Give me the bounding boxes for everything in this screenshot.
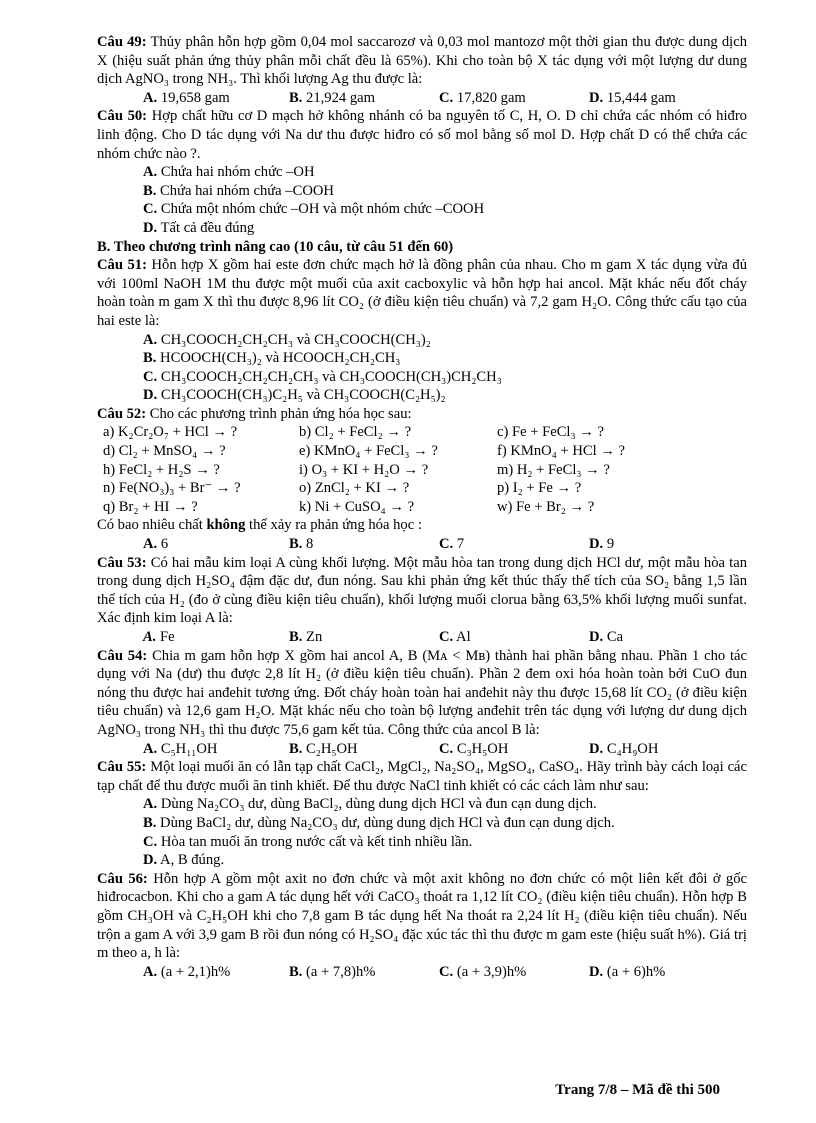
question-label: Câu 55: [97, 759, 147, 776]
reaction-item: e) KMnO₄ + FeCl₃ → ? [299, 443, 438, 460]
reaction-item: c) Fe + FeCl₃ → ? [497, 424, 604, 441]
option-b[interactable]: B. 21,924 gam [289, 89, 375, 106]
option-a[interactable]: A. CH₃COOCH₂CH₂CH₃ và CH₃COOCH(CH₃)₂ [143, 331, 431, 348]
question-text: Cho các phương trình phản ứng hóa học sau: [149, 405, 412, 422]
question-text: Có hai mẫu kim loại A cùng khối lượng. Một mẫu hòa tan trong dung dịch HCl dư, một mẫu hòa tan trong dung dịch H₂SO₄ đậm đặc dư, đun nóng. Sau khi phản ứng kết thúc thấy thể tích của SO₂ bằng 1,5 lần thể tích của H₂ (đo ở cùng điều kiện tiêu chuẩn), khối lượng muối clorua bằng 63,5% khối lượng muối sunfat. Xác định kim loại A là: [97, 554, 747, 627]
options-row [97, 740, 747, 759]
question-55 [97, 758, 747, 870]
option-d[interactable]: D. CH₃COOCH(CH₃)C₂H₅ và CH₃COOCH(C₂H₅)₂ [143, 387, 446, 404]
question-text: Hỗn hợp A gồm một axit no đơn chức và một axit không no đơn chức có một liên kết đôi ở gốc hiđrocacbon. Khi cho a gam A tác dụng hết với CaCO₃ thoát ra 1,12 lít CO₂ (điều kiện tiêu chuẩn). Hỗn hợp B gồm CH₃OH và C₂H₅OH khi cho 7,8 gam B tác dụng hết Na thoát ra 2,24 lít H₂ (điều kiện tiêu chuẩn). Nếu trộn a gam A với 3,9 gam B rồi đun nóng có H₂SO₄ đặc xúc tác thì thu được m gam este (hiệu suất h%). Giá trị m theo a, h là: [97, 870, 748, 962]
reaction-item: w) Fe + Br₂ → ? [497, 498, 595, 515]
reaction-item: h) FeCl₂ + H₂S → ? [103, 461, 220, 478]
option-a[interactable]: A. Chứa hai nhóm chức –OH [143, 164, 315, 181]
options-row [97, 628, 747, 647]
question-label: Câu 52: [97, 405, 147, 422]
question-text: Chia m gam hỗn hợp X gồm hai ancol A, B (Mᴀ < Mʙ) thành hai phần bằng nhau. Phần 1 cho tác dụng với Na (dư) thu được 2,8 lít H₂ (ở điều kiện tiêu chuẩn). Phần 2 đem oxi hóa hoàn toàn bởi CuO đun nóng thu được hai anđehit tương ứng. Đốt cháy hoàn toàn hai anđehit này thu được 15,68 lít CO₂ (ở điều kiện tiêu chuẩn) và 12,6 gam H₂O. Mặt khác nếu cho toàn bộ lượng anđehit trên tác dụng với lượng dư dung dịch AgNO₃ trong NH₃ thì thu được 75,6 gam kết tủa. Công thức của ancol B là: [97, 647, 748, 738]
question-51 [97, 256, 747, 405]
option-d[interactable]: D. A, B đúng. [143, 852, 225, 869]
option-d[interactable]: D. C₄H₉OH [589, 740, 659, 757]
option-c[interactable]: C. 7 [439, 536, 465, 553]
question-prompt: Có bao nhiêu chất không thể xảy ra phản ứng hóa học : [97, 517, 422, 534]
option-c[interactable]: C. CH₃COOCH₂CH₂CH₂CH₃ và CH₃COOCH(CH₃)CH₂CH₃ [143, 368, 502, 385]
reaction-item: i) O₃ + KI + H₂O → ? [299, 461, 429, 478]
question-56 [97, 870, 747, 982]
question-53 [97, 554, 747, 647]
reaction-item: f) KMnO₄ + HCl → ? [497, 443, 626, 460]
question-text: Hỗn hợp X gồm hai este đơn chức mạch hở là đồng phân của nhau. Cho m gam X tác dụng vừa đủ với 100ml NaOH 1M thu được một muối của axit cacboxylic và hỗn hợp hai ancol. Mặt khác nếu đốt cháy hoàn toàn m gam X thì thu được 8,96 lít CO₂ (ở điều kiện tiêu chuẩn) và 7,2 gam H₂O. Công thức cấu tạo của hai este là: [97, 257, 747, 329]
reaction-item: p) I₂ + Fe → ? [497, 480, 582, 497]
option-d[interactable]: D. 15,444 gam [589, 89, 676, 106]
question-label: Câu 49: [97, 34, 147, 50]
reaction-item: n) Fe(NO₃)₃ + Br⁻ → ? [103, 480, 241, 497]
page-footer: Trang 7/8 – Mã đề thi 500 [555, 1082, 720, 1098]
option-a[interactable]: A. 19,658 gam [143, 89, 230, 106]
question-54 [97, 647, 747, 759]
reaction-item: k) Ni + CuSO₄ → ? [299, 498, 415, 515]
option-b[interactable]: B. Zn [289, 629, 323, 645]
option-a[interactable]: A. 6 [143, 536, 169, 553]
option-b[interactable]: B. HCOOCH(CH₃)₂ và HCOOCH₂CH₂CH₃ [143, 350, 401, 367]
option-c[interactable]: C. Hòa tan muối ăn trong nước cất và kết tinh nhiều lần. [143, 833, 473, 850]
option-d[interactable]: D. 9 [589, 536, 615, 553]
exam-page [97, 0, 747, 981]
option-b[interactable]: B. Chứa hai nhóm chứa –COOH [143, 182, 334, 199]
reaction-item: b) Cl₂ + FeCl₂ → ? [299, 424, 412, 441]
option-d[interactable]: D. Tất cả đều đúng [143, 219, 255, 236]
option-c[interactable]: C. Al [439, 629, 471, 645]
option-b[interactable]: B. Dùng BaCl₂ dư, dùng Na₂CO₃ dư, dùng dung dịch HCl và đun cạn dung dịch. [143, 814, 615, 831]
option-c[interactable]: C. Chứa một nhóm chức –OH và một nhóm chức –COOH [143, 201, 485, 218]
option-c[interactable]: C. (a + 3,9)h% [439, 963, 527, 980]
reaction-row [97, 442, 747, 461]
question-text: Một loại muối ăn có lẫn tạp chất CaCl₂, MgCl₂, Na₂SO₄, MgSO₄, CaSO₄. Hãy trình bày cách loại các tạp chất để thu được muối ăn tinh khiết. Để thu được NaCl tinh khiết có các cách làm như sau: [97, 759, 748, 794]
section-heading: B. Theo chương trình nâng cao (10 câu, từ câu 51 đến 60) [97, 238, 454, 255]
option-c[interactable]: C. 17,820 gam [439, 89, 526, 106]
option-a[interactable]: A. (a + 2,1)h% [143, 963, 231, 980]
options-row [97, 535, 747, 554]
option-d[interactable]: D. (a + 6)h% [589, 963, 666, 980]
question-label: Câu 56: [97, 870, 148, 887]
reaction-item: m) H₂ + FeCl₃ → ? [497, 461, 610, 478]
question-label: Câu 53: [97, 554, 147, 571]
question-label: Câu 50: [97, 108, 148, 125]
option-a[interactable]: A. Fe [143, 629, 175, 645]
reaction-row [97, 423, 747, 442]
option-a[interactable]: A. Dùng Na₂CO₃ dư, dùng BaCl₂, dùng dung dịch HCl và đun cạn dung dịch. [143, 796, 597, 813]
reaction-row [97, 461, 747, 480]
option-b[interactable]: B. 8 [289, 536, 314, 553]
reaction-row [97, 479, 747, 498]
question-52 [97, 405, 747, 554]
options-row [97, 963, 747, 982]
question-label: Câu 51: [97, 257, 147, 274]
question-49 [97, 33, 747, 107]
reaction-row [97, 498, 747, 517]
option-d[interactable]: D. Ca [589, 629, 624, 645]
option-c[interactable]: C. C₃H₅OH [439, 740, 509, 757]
option-b[interactable]: B. C₂H₅OH [289, 740, 358, 757]
reaction-item: o) ZnCl₂ + KI → ? [299, 480, 410, 497]
reaction-item: a) K₂Cr₂O₇ + HCl → ? [103, 424, 238, 441]
reaction-item: q) Br₂ + HI → ? [103, 498, 198, 515]
reaction-item: d) Cl₂ + MnSO₄ → ? [103, 443, 226, 460]
options-row [97, 89, 747, 108]
question-text: Hợp chất hữu cơ D mạch hở không nhánh có ba nguyên tố C, H, O. D chỉ chứa các nhóm có hiđro linh động. Cho D tác dụng với Na dư thu được hiđro có số mol bằng số mol D. Hợp chất D có thể chứa các nhóm chức nào ?. [97, 108, 747, 162]
question-50 [97, 107, 747, 237]
question-label: Câu 54: [97, 647, 148, 664]
question-text: Thủy phân hỗn hợp gồm 0,04 mol saccarozơ và 0,03 mol mantozơ một thời gian thu được dung dịch X (hiệu suất phản ứng thủy phân mỗi chất đều là 65%). Khi cho toàn bộ X tác dụng với một lượng dư dung dịch AgNO₃ trong NH₃. Thì khối lượng Ag thu được là: [97, 34, 747, 88]
option-b[interactable]: B. (a + 7,8)h% [289, 963, 376, 980]
option-a[interactable]: A. C₅H₁₁OH [143, 740, 218, 757]
